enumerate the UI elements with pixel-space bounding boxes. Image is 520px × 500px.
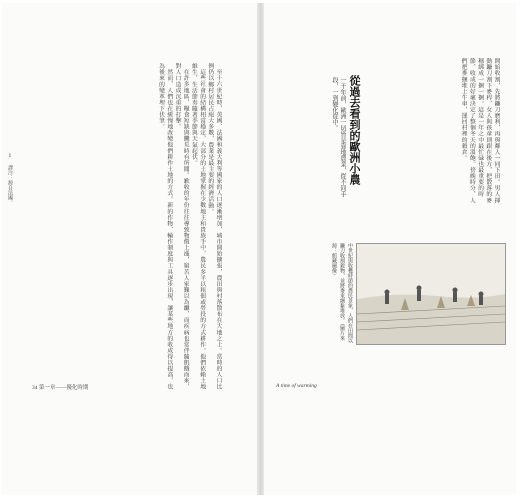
section-subhead: 一千年前，歐洲一切皆是靠地農業，從不同手段，一到變化從中。 bbox=[331, 77, 346, 197]
paragraph: 至十六世紀時，英國、法國和義大利等國家的人口逐漸增加，城市開始擴張，農田與村落散布在大地之上。當時的人口比例仍以鄉村居民占絕大多數，農業是最主要的經濟活動。 bbox=[206, 63, 221, 390]
paragraph: 在許多地區，糧食短缺與饑荒時有所聞。歉收的年份往往導致物價上漲，窮苦人家難以為繼，而疾病也常伴隨飢餓而來，對人口造成沉重的打擊。 bbox=[173, 63, 189, 390]
harvest-illustration bbox=[356, 243, 506, 345]
figure-caption: 中世紀與收穫時節的農民景象，人們在田間以鐮刀收割穀物，並將麥束綑紮堆放。（圖片來源：館藏圖像） bbox=[331, 243, 353, 343]
left-footer: 34 第一章——優化時期 bbox=[32, 385, 89, 391]
paragraph: 這些社會的結構相當穩定，大部分的土地掌握在少數地主和貴族手中，農民多半以租佃或勞役的方式耕作。他們依賴土地維生，生活節奏隨著季節與天氣起伏。 bbox=[190, 63, 205, 390]
left-page bbox=[2, 3, 257, 495]
harvest-illustration-drawing bbox=[357, 244, 505, 344]
right-body-text: 開始收割，先將鐮刀磨利，再與鄰人一同下田。男人揮動鐮刀割下麥稈，女人與孩童則跟在後方，把散落的麥穗綁成一捆一捆。這是一年之中最忙碌也最重要的時節，收成的好壞決定了整個冬天的溫飽。傍晚時分，人們把麥捆堆上牛車，運回村裡的穀倉。 bbox=[460, 58, 499, 204]
right-footer: A time of warming bbox=[276, 383, 317, 389]
paragraph: 然而，人們也在緩慢地改變他們耕作土地的方式。新的作物、輪作制度與工具逐步出現，讓某些地方的收成得以提高，也為後來的變革埋下伏筆。 bbox=[157, 63, 172, 390]
left-body-text bbox=[32, 63, 222, 393]
right-page bbox=[264, 3, 516, 495]
section-heading: 從過去看到的歐洲小農 bbox=[348, 75, 361, 185]
side-note: 1 譯注：源自法國。 bbox=[7, 153, 13, 205]
book-gutter bbox=[257, 3, 264, 495]
book-spread bbox=[2, 3, 516, 495]
